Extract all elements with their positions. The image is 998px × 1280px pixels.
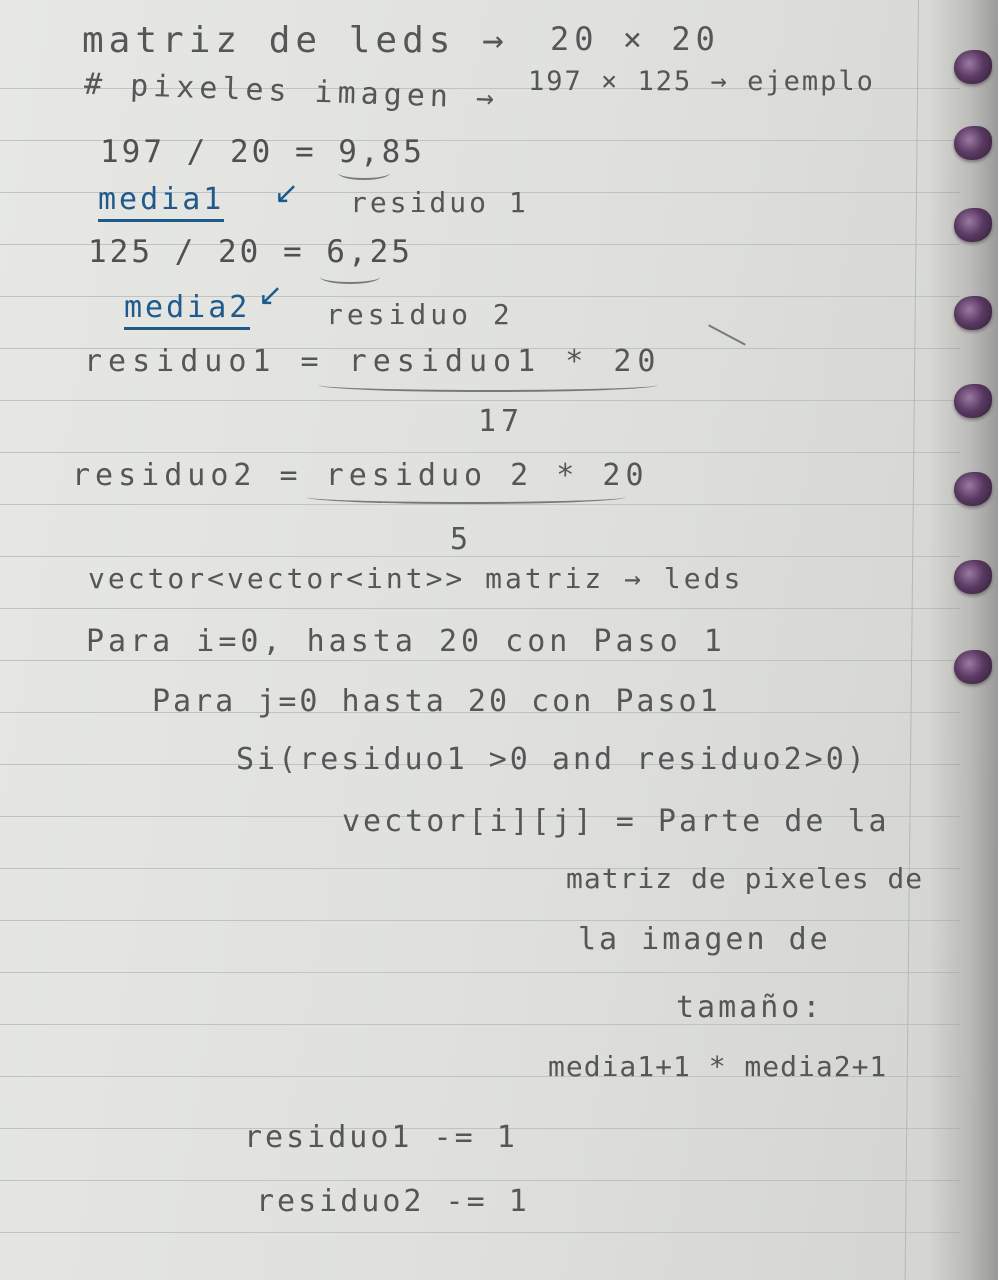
note-line-17: la imagen de: [578, 922, 831, 957]
spiral-binding: [928, 0, 998, 1280]
note-line-18: tamaño:: [676, 990, 824, 1025]
stray-mark: [708, 324, 746, 345]
ruled-line: [0, 1232, 960, 1233]
arrow-icon: ↙: [258, 278, 284, 313]
residuo2-label: residuo 2: [326, 298, 514, 331]
binding-ring: [954, 472, 992, 506]
ruled-line: [0, 972, 960, 973]
binding-ring: [954, 650, 992, 684]
brace-mark: [318, 378, 658, 392]
media1-label: media1: [98, 182, 224, 222]
note-line-14: Si(residuo1 >0 and residuo2>0): [236, 742, 868, 777]
ruled-line: [0, 660, 960, 661]
note-line-19: media1+1 * media2+1: [548, 1050, 888, 1083]
note-line-2-right: 197 × 125 → ejemplo: [528, 66, 875, 97]
note-line-12: Para i=0, hasta 20 con Paso 1: [86, 624, 726, 659]
note-line-2-left: # pixeles imagen →: [83, 66, 500, 117]
note-line-5: 125 / 20 = 6,25: [88, 234, 413, 270]
brace-mark: [306, 490, 626, 504]
note-line-21: residuo2 -= 1: [256, 1184, 530, 1219]
note-line-7: residuo1 = residuo1 * 20: [84, 344, 662, 379]
note-line-16: matriz de pixeles de: [566, 862, 924, 895]
ruled-line: [0, 400, 960, 401]
binding-ring: [954, 208, 992, 242]
note-line-13: Para j=0 hasta 20 con Paso1: [152, 684, 721, 719]
brace-mark: [320, 270, 380, 284]
ruled-line: [0, 556, 960, 557]
binding-ring: [954, 296, 992, 330]
binding-ring: [954, 560, 992, 594]
binding-ring: [954, 126, 992, 160]
ruled-line: [0, 452, 960, 453]
note-line-11: vector<vector<int>> matriz → leds: [88, 562, 744, 595]
media2-label: media2: [124, 290, 250, 330]
ruled-line: [0, 504, 960, 505]
note-line-15: vector[i][j] = Parte de la: [342, 804, 890, 839]
note-line-1-left: matriz de leds →: [82, 20, 509, 61]
binding-ring: [954, 384, 992, 418]
note-line-9: residuo2 = residuo 2 * 20: [72, 458, 649, 493]
residuo1-label: residuo 1: [350, 186, 529, 219]
ruled-line: [0, 608, 960, 609]
note-line-8: 17: [478, 404, 525, 439]
arrow-icon: ↙: [274, 176, 300, 211]
note-line-3: 197 / 20 = 9,85: [100, 134, 425, 170]
ruled-line: [0, 920, 960, 921]
note-line-10: 5: [450, 522, 474, 557]
binding-ring: [954, 50, 992, 84]
ruled-line: [0, 1180, 960, 1181]
brace-mark: [338, 166, 390, 180]
note-line-1-right: 20 × 20: [550, 20, 720, 58]
note-line-20: residuo1 -= 1: [244, 1120, 518, 1155]
